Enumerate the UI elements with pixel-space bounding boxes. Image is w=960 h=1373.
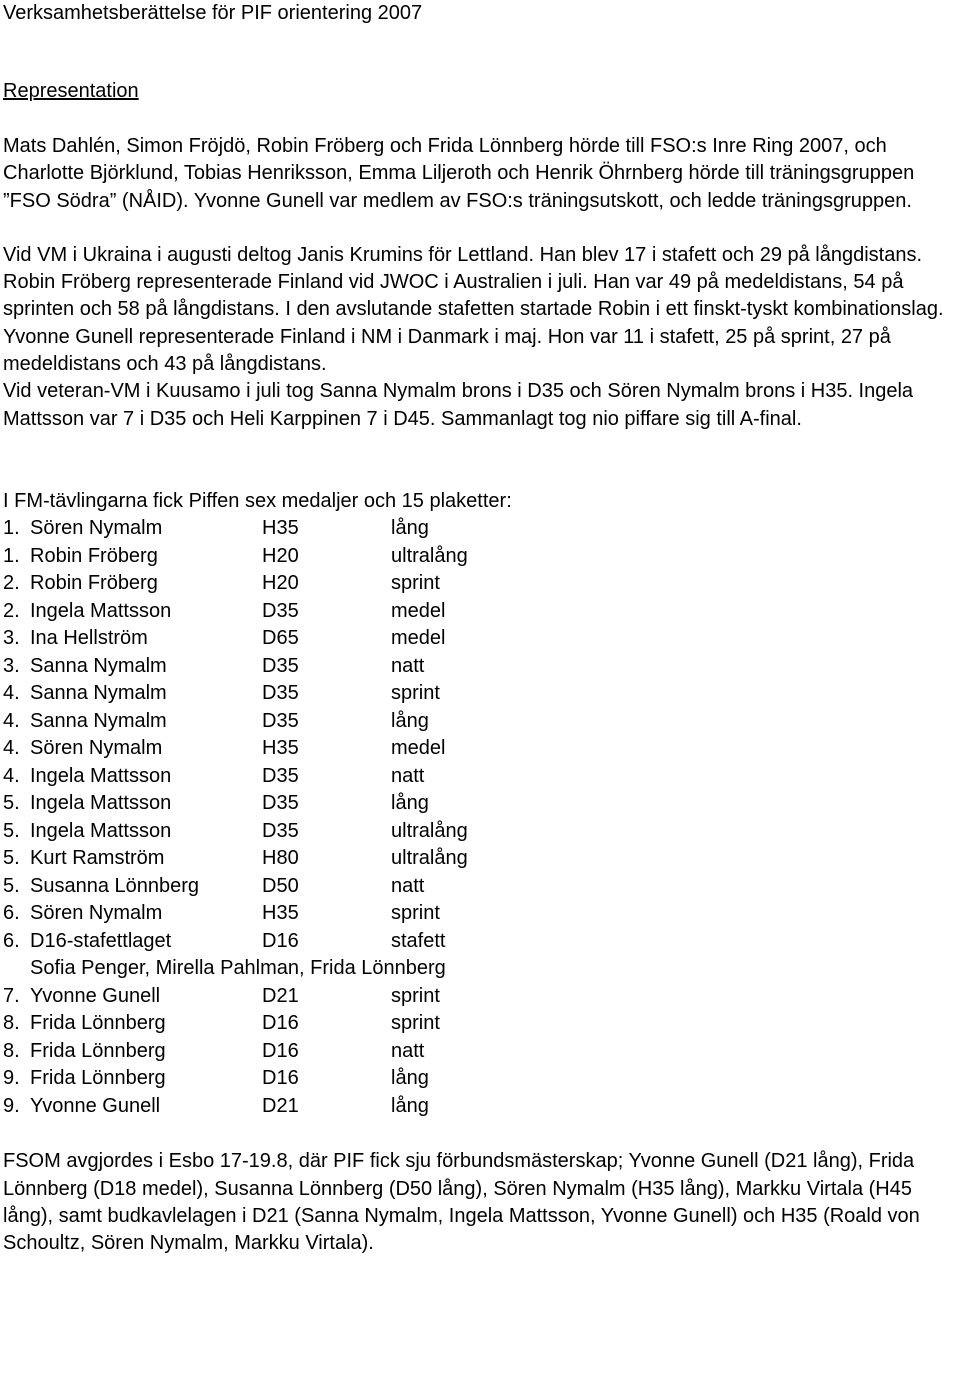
medal-rank: 9.: [3, 1094, 20, 1117]
medal-name: Kurt Ramström: [30, 847, 165, 870]
medals-intro: I FM-tävlingarna fick Piffen sex medaljer och 15 plaketter:: [3, 489, 512, 512]
medal-rank: 2.: [3, 572, 20, 595]
medal-distance: natt: [391, 764, 425, 787]
medal-class: H20: [262, 572, 299, 595]
medal-class: D50: [262, 874, 299, 897]
paragraph-veteran-vm: Vid veteran-VM i Kuusamo i juli tog Sanna Nymalm brons i D35 och Sören Nymalm brons i H35. Ingela Mattsson var 7 i D35 och Heli Karppinen 7 i D45. Sammanlagt tog nio piffare sig till A-final.: [3, 380, 914, 430]
medal-row: [3, 625, 958, 653]
medal-row: [3, 983, 958, 1011]
medal-distance: medel: [391, 627, 446, 650]
medal-distance: lång: [391, 709, 429, 732]
medal-distance: medel: [391, 599, 446, 622]
medal-name: Ingela Mattsson: [30, 819, 172, 842]
medal-row: [3, 1093, 958, 1121]
medal-distance: sprint: [391, 1012, 440, 1035]
medal-rank: 3.: [3, 627, 20, 650]
medal-class: D35: [262, 709, 299, 732]
medal-rank: 5.: [3, 819, 20, 842]
document-page: [3, 0, 958, 1257]
medal-distance: medel: [391, 737, 446, 760]
medal-list-continued: [3, 983, 958, 1121]
medal-name: Yvonne Gunell: [30, 1094, 161, 1117]
medal-name: Sanna Nymalm: [30, 654, 167, 677]
medal-row: [3, 735, 958, 763]
medal-rank: 4.: [3, 764, 20, 787]
medal-class: D35: [262, 764, 299, 787]
medal-distance: ultralång: [391, 819, 468, 842]
medal-distance: lång: [391, 1094, 429, 1117]
medal-distance: natt: [391, 654, 425, 677]
medal-row: [3, 873, 958, 901]
medal-name: D16-stafettlaget: [30, 929, 172, 952]
medal-name: Sanna Nymalm: [30, 709, 167, 732]
medal-rank: 9.: [3, 1067, 20, 1090]
medal-rank: 8.: [3, 1012, 20, 1035]
medal-class: D35: [262, 599, 299, 622]
medal-row: [3, 1065, 958, 1093]
medal-row: [3, 790, 958, 818]
medal-name: Robin Fröberg: [30, 572, 158, 595]
section-heading-representation: Representation: [3, 80, 139, 102]
paragraph-fsom: FSOM avgjordes i Esbo 17-19.8, där PIF fick sju förbundsmästerskap; Yvonne Gunell (D21 lång), Frida Lönnberg (D18 medel), Susanna Lönnberg (D50 lång), Sören Nymalm (H35 lång), Markku Virtala (H45 lång), samt budkavlelagen i D21 (Sanna Nymalm, Ingela Mattsson, Yvonne Gunell) och H35 (Roald von Schoultz, Sören Nymalm, Markku Virtala).: [3, 1150, 920, 1255]
medal-class: D16: [262, 929, 299, 952]
medal-class: D65: [262, 627, 299, 650]
medal-rank: 5.: [3, 792, 20, 815]
medal-distance: natt: [391, 874, 425, 897]
medal-row: [3, 653, 958, 681]
medal-rank: 3.: [3, 654, 20, 677]
medal-class: D16: [262, 1039, 299, 1062]
medal-name: Sören Nymalm: [30, 517, 163, 540]
medal-class: D16: [262, 1012, 299, 1035]
medal-row: [3, 598, 958, 626]
medal-rank: 6.: [3, 902, 20, 925]
medal-name: Ingela Mattsson: [30, 764, 172, 787]
medal-class: D35: [262, 654, 299, 677]
medal-rank: 4.: [3, 709, 20, 732]
medal-row: [3, 543, 958, 571]
medal-row: [3, 845, 958, 873]
medal-distance: stafett: [391, 929, 446, 952]
medal-rank: 5.: [3, 874, 20, 897]
medal-name: Ina Hellström: [30, 627, 148, 650]
medal-name: Robin Fröberg: [30, 544, 158, 567]
medal-rank: 5.: [3, 847, 20, 870]
medal-name: Susanna Lönnberg: [30, 874, 200, 897]
medal-rank: 7.: [3, 984, 20, 1007]
medal-class: D35: [262, 792, 299, 815]
medal-row: [3, 515, 958, 543]
medal-class: H35: [262, 517, 299, 540]
medal-rank: 1.: [3, 517, 20, 540]
medal-rank: 4.: [3, 682, 20, 705]
medal-class: D21: [262, 984, 299, 1007]
medal-rank: 8.: [3, 1039, 20, 1062]
medal-rank: 4.: [3, 737, 20, 760]
medal-row: [3, 928, 958, 956]
medal-rank: 1.: [3, 544, 20, 567]
paragraph-vm-ukraina: Vid VM i Ukraina i augusti deltog Janis Krumins för Lettland. Han blev 17 i stafett och 29 på långdistans.: [3, 243, 923, 266]
medal-rank: 6.: [3, 929, 20, 952]
medal-row: [3, 708, 958, 736]
medal-distance: ultralång: [391, 544, 468, 567]
medal-class: D35: [262, 682, 299, 705]
paragraph-fso-groups: Mats Dahlén, Simon Fröjdö, Robin Fröberg och Frida Lönnberg hörde till FSO:s Inre Ring 2007, och Charlotte Björklund, Tobias Henriksson, Emma Liljeroth och Henrik Öhrnberg hörde till träningsgruppen ”FSO Södra” (NÅID). Yvonne Gunell var medlem av FSO:s träningsutskott, och ledde träningsgruppen.: [3, 135, 915, 212]
medal-distance: lång: [391, 1067, 429, 1090]
medal-distance: sprint: [391, 902, 440, 925]
medal-row: [3, 818, 958, 846]
medal-row: [3, 1038, 958, 1066]
medal-distance: sprint: [391, 572, 440, 595]
medal-name: Frida Lönnberg: [30, 1039, 166, 1062]
medal-name: Frida Lönnberg: [30, 1012, 166, 1035]
medal-row: [3, 1010, 958, 1038]
medal-row: [3, 570, 958, 598]
medal-name: Sören Nymalm: [30, 737, 163, 760]
medal-class: H20: [262, 544, 299, 567]
relay-team-members: Sofia Penger, Mirella Pahlman, Frida Lönnberg: [30, 957, 446, 980]
medal-class: D35: [262, 819, 299, 842]
medal-name: Frida Lönnberg: [30, 1067, 166, 1090]
medal-class: H80: [262, 847, 299, 870]
medal-row: [3, 763, 958, 791]
medal-distance: lång: [391, 792, 429, 815]
medal-name: Sanna Nymalm: [30, 682, 167, 705]
medal-class: H35: [262, 902, 299, 925]
paragraph-jwoc: Robin Fröberg representerade Finland vid JWOC i Australien i juli. Han var 49 på medeldistans, 54 på sprinten och 58 på långdistans. I den avslutande stafetten startade Robin i ett finskt-tyskt kombinationslag.: [3, 271, 944, 321]
medal-distance: natt: [391, 1039, 425, 1062]
medal-name: Yvonne Gunell: [30, 984, 161, 1007]
medal-distance: sprint: [391, 984, 440, 1007]
medal-distance: lång: [391, 517, 429, 540]
paragraph-nm: Yvonne Gunell representerade Finland i NM i Danmark i maj. Hon var 11 i stafett, 25 på sprint, 27 på medeldistans och 43 på långdistans.: [3, 325, 891, 376]
medal-name: Sören Nymalm: [30, 902, 163, 925]
medal-class: H35: [262, 737, 299, 760]
medal-list: [3, 515, 958, 955]
medal-row: [3, 680, 958, 708]
medal-row: [3, 900, 958, 928]
medal-name: Ingela Mattsson: [30, 792, 172, 815]
medal-distance: ultralång: [391, 847, 468, 870]
medal-distance: sprint: [391, 682, 440, 705]
medal-class: D21: [262, 1094, 299, 1117]
medal-name: Ingela Mattsson: [30, 599, 172, 622]
medal-class: D16: [262, 1067, 299, 1090]
medal-rank: 2.: [3, 599, 20, 622]
document-title: Verksamhetsberättelse för PIF orientering 2007: [3, 2, 423, 24]
